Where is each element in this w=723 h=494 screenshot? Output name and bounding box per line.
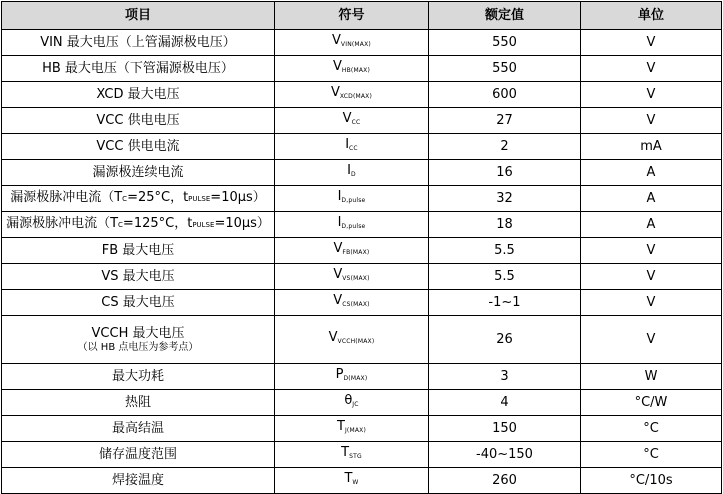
rating-cell: 18	[429, 212, 581, 238]
unit-cell: V	[581, 264, 722, 290]
symbol-letter: I	[345, 137, 350, 152]
param-cell: VCC 供电电压	[2, 108, 275, 134]
param-cell	[2, 186, 275, 212]
param-subscript: PULSE	[188, 195, 211, 203]
symbol-subscript: W	[352, 479, 359, 486]
param-cell: FB 最大电压	[2, 238, 275, 264]
param-cell: 储存温度范围	[2, 442, 275, 468]
rating-cell: 26	[429, 316, 581, 364]
rating-cell: 600	[429, 82, 581, 108]
param-cell: XCD 最大电压	[2, 82, 275, 108]
param-cell: 焊接温度	[2, 468, 275, 494]
unit-cell: A	[581, 212, 722, 238]
symbol-subscript: STG	[349, 453, 362, 460]
symbol-letter: I	[337, 189, 342, 204]
symbol-subscript: CS(MAX)	[342, 301, 370, 308]
unit-cell: mA	[581, 134, 722, 160]
unit-cell: °C/10s	[581, 468, 722, 494]
param-cell: CS 最大电压	[2, 290, 275, 316]
unit-cell: °C	[581, 442, 722, 468]
symbol-cell	[275, 316, 429, 364]
param-text: =125°C，t	[122, 216, 193, 231]
rating-cell: 4	[429, 390, 581, 416]
param-note: （以 HB 点电压为参考点）	[77, 341, 199, 353]
absolute-max-ratings-table	[1, 1, 722, 494]
unit-cell: V	[581, 238, 722, 264]
rating-cell: 27	[429, 108, 581, 134]
symbol-cell	[275, 134, 429, 160]
param-cell: VIN 最大电压（上管漏源极电压）	[2, 30, 275, 56]
symbol-letter: I	[337, 215, 342, 230]
param-subscript: C	[118, 221, 123, 229]
param-text: =10μs）	[214, 216, 270, 231]
param-cell: HB 最大电压（下管漏源极电压）	[2, 56, 275, 82]
symbol-cell	[275, 442, 429, 468]
symbol-letter: V	[333, 267, 343, 282]
symbol-subscript: HB(MAX)	[341, 67, 370, 74]
rating-cell: -40~150	[429, 442, 581, 468]
unit-cell: V	[581, 108, 722, 134]
rating-cell: 5.5	[429, 264, 581, 290]
unit-cell: V	[581, 316, 722, 364]
table-row	[2, 442, 722, 468]
table-row	[2, 186, 722, 212]
rating-cell: 260	[429, 468, 581, 494]
unit-cell: V	[581, 82, 722, 108]
table-row	[2, 264, 722, 290]
table-row	[2, 290, 722, 316]
param-cell: 热阻	[2, 390, 275, 416]
table-row	[2, 238, 722, 264]
param-text: =25°C，t	[127, 190, 189, 205]
header-row	[2, 2, 722, 30]
symbol-cell	[275, 160, 429, 186]
symbol-subscript: D,pulse	[341, 197, 366, 204]
unit-cell: A	[581, 160, 722, 186]
unit-cell: A	[581, 186, 722, 212]
symbol-cell	[275, 416, 429, 442]
param-text: VCCH 最大电压	[91, 325, 185, 341]
param-cell: 最大功耗	[2, 364, 275, 390]
symbol-subscript: VCCH(MAX)	[337, 338, 375, 345]
symbol-letter: V	[330, 85, 340, 100]
header-unit: 单位	[581, 2, 722, 30]
symbol-subscript: VS(MAX)	[342, 275, 370, 282]
symbol-letter: T	[344, 471, 353, 486]
symbol-letter: θ	[344, 393, 353, 408]
symbol-letter: V	[333, 241, 343, 256]
symbol-cell	[275, 264, 429, 290]
header-rating: 额定值	[429, 2, 581, 30]
table-row	[2, 212, 722, 238]
symbol-letter: I	[347, 163, 351, 178]
rating-cell: 550	[429, 56, 581, 82]
symbol-cell	[275, 290, 429, 316]
symbol-cell	[275, 390, 429, 416]
unit-cell: V	[581, 30, 722, 56]
table-row	[2, 134, 722, 160]
symbol-cell	[275, 238, 429, 264]
unit-cell: V	[581, 56, 722, 82]
symbol-letter: V	[342, 111, 352, 126]
param-cell: VCC 供电电流	[2, 134, 275, 160]
param-subscript: PULSE	[192, 221, 215, 229]
param-cell: 最高结温	[2, 416, 275, 442]
symbol-cell	[275, 82, 429, 108]
param-text: =10μs）	[210, 190, 266, 205]
unit-cell: W	[581, 364, 722, 390]
symbol-subscript: VIN(MAX)	[340, 41, 371, 48]
table-row	[2, 316, 722, 364]
symbol-subscript: CC	[349, 145, 358, 152]
param-text: 漏源极脉冲电流（T	[10, 190, 123, 205]
symbol-letter: V	[333, 293, 343, 308]
symbol-subscript: JC	[352, 401, 359, 408]
symbol-letter: T	[337, 419, 345, 434]
table-row	[2, 82, 722, 108]
symbol-subscript: XCD(MAX)	[339, 93, 373, 100]
symbol-subscript: CC	[351, 119, 361, 126]
unit-cell: V	[581, 290, 722, 316]
rating-cell: 150	[429, 416, 581, 442]
param-cell	[2, 316, 275, 364]
rating-cell: 16	[429, 160, 581, 186]
table-row	[2, 364, 722, 390]
symbol-subscript: D(MAX)	[343, 375, 368, 382]
symbol-letter: P	[335, 367, 344, 382]
table-row	[2, 30, 722, 56]
symbol-cell	[275, 56, 429, 82]
symbol-subscript: FB(MAX)	[342, 249, 370, 256]
unit-cell: °C	[581, 416, 722, 442]
param-cell: 漏源极连续电流	[2, 160, 275, 186]
rating-cell: 550	[429, 30, 581, 56]
param-cell	[2, 212, 275, 238]
symbol-cell	[275, 468, 429, 494]
param-subscript: C	[122, 195, 128, 203]
header-param: 项目	[2, 2, 275, 30]
param-cell: VS 最大电压	[2, 264, 275, 290]
table-row	[2, 56, 722, 82]
symbol-subscript: D,pulse	[341, 223, 366, 230]
rating-cell: 2	[429, 134, 581, 160]
symbol-cell	[275, 364, 429, 390]
symbol-letter: V	[332, 59, 342, 74]
symbol-cell	[275, 186, 429, 212]
symbol-subscript: J(MAX)	[344, 427, 366, 434]
header-symbol: 符号	[275, 2, 429, 30]
table-row	[2, 108, 722, 134]
table-row	[2, 160, 722, 186]
table-row	[2, 416, 722, 442]
symbol-letter: V	[328, 330, 338, 345]
rating-cell: -1~1	[429, 290, 581, 316]
symbol-letter: T	[341, 445, 350, 460]
rating-cell: 3	[429, 364, 581, 390]
rating-cell: 32	[429, 186, 581, 212]
symbol-cell	[275, 108, 429, 134]
symbol-subscript: D	[351, 171, 356, 178]
table-row	[2, 468, 722, 494]
unit-cell: °C/W	[581, 390, 722, 416]
param-text: 漏源极脉冲电流（T	[6, 216, 119, 231]
symbol-cell	[275, 30, 429, 56]
table-row	[2, 390, 722, 416]
symbol-cell	[275, 212, 429, 238]
symbol-letter: V	[332, 33, 341, 48]
rating-cell: 5.5	[429, 238, 581, 264]
